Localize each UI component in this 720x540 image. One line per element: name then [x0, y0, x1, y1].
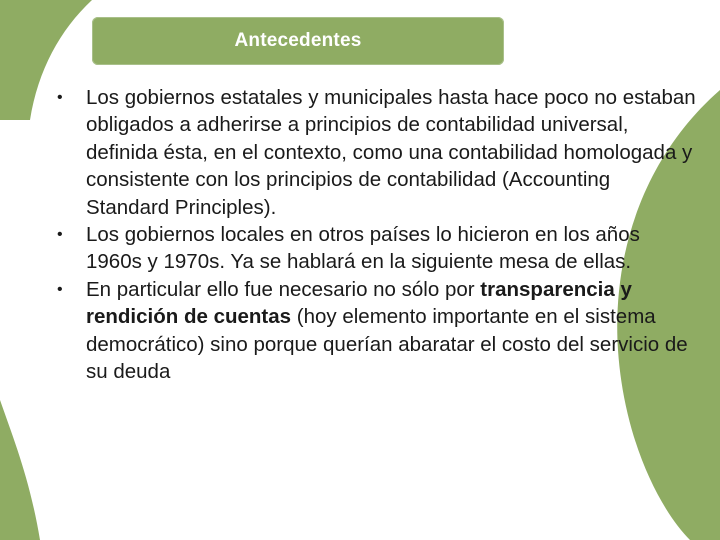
bullet-icon: •: [57, 89, 63, 106]
bullet-text-emphasis: transparencia y rendición de cuentas: [86, 277, 632, 329]
slide-title: Antecedentes: [234, 30, 362, 51]
title-banner: [92, 17, 504, 65]
bullet-item: [57, 84, 697, 221]
bullet-text-end: (hoy elemento importante en el sistema democrático) sino porque querían abaratar el costo del servicio de su deuda: [86, 305, 688, 384]
bullet-list: [57, 84, 697, 385]
bullet-text: Los gobiernos locales en otros países lo hicieron en los años 1960s y 1970s. Ya se hablará en la siguiente mesa de ellas.: [86, 223, 640, 274]
bullet-item: [57, 221, 697, 276]
bullet-text: Los gobiernos estatales y municipales hasta hace poco no estaban obligados a adherirse a principios de contabilidad universal, definida ésta, en el contexto, como una contabilidad homologada y consistente con los principios de contabilidad (Accounting Standard Principles).: [86, 86, 696, 219]
bullet-text-start: En particular ello fue necesario no sólo por: [86, 277, 481, 301]
bullet-item: [57, 276, 697, 386]
bullet-icon: •: [57, 280, 63, 298]
bullet-icon: •: [57, 226, 63, 244]
